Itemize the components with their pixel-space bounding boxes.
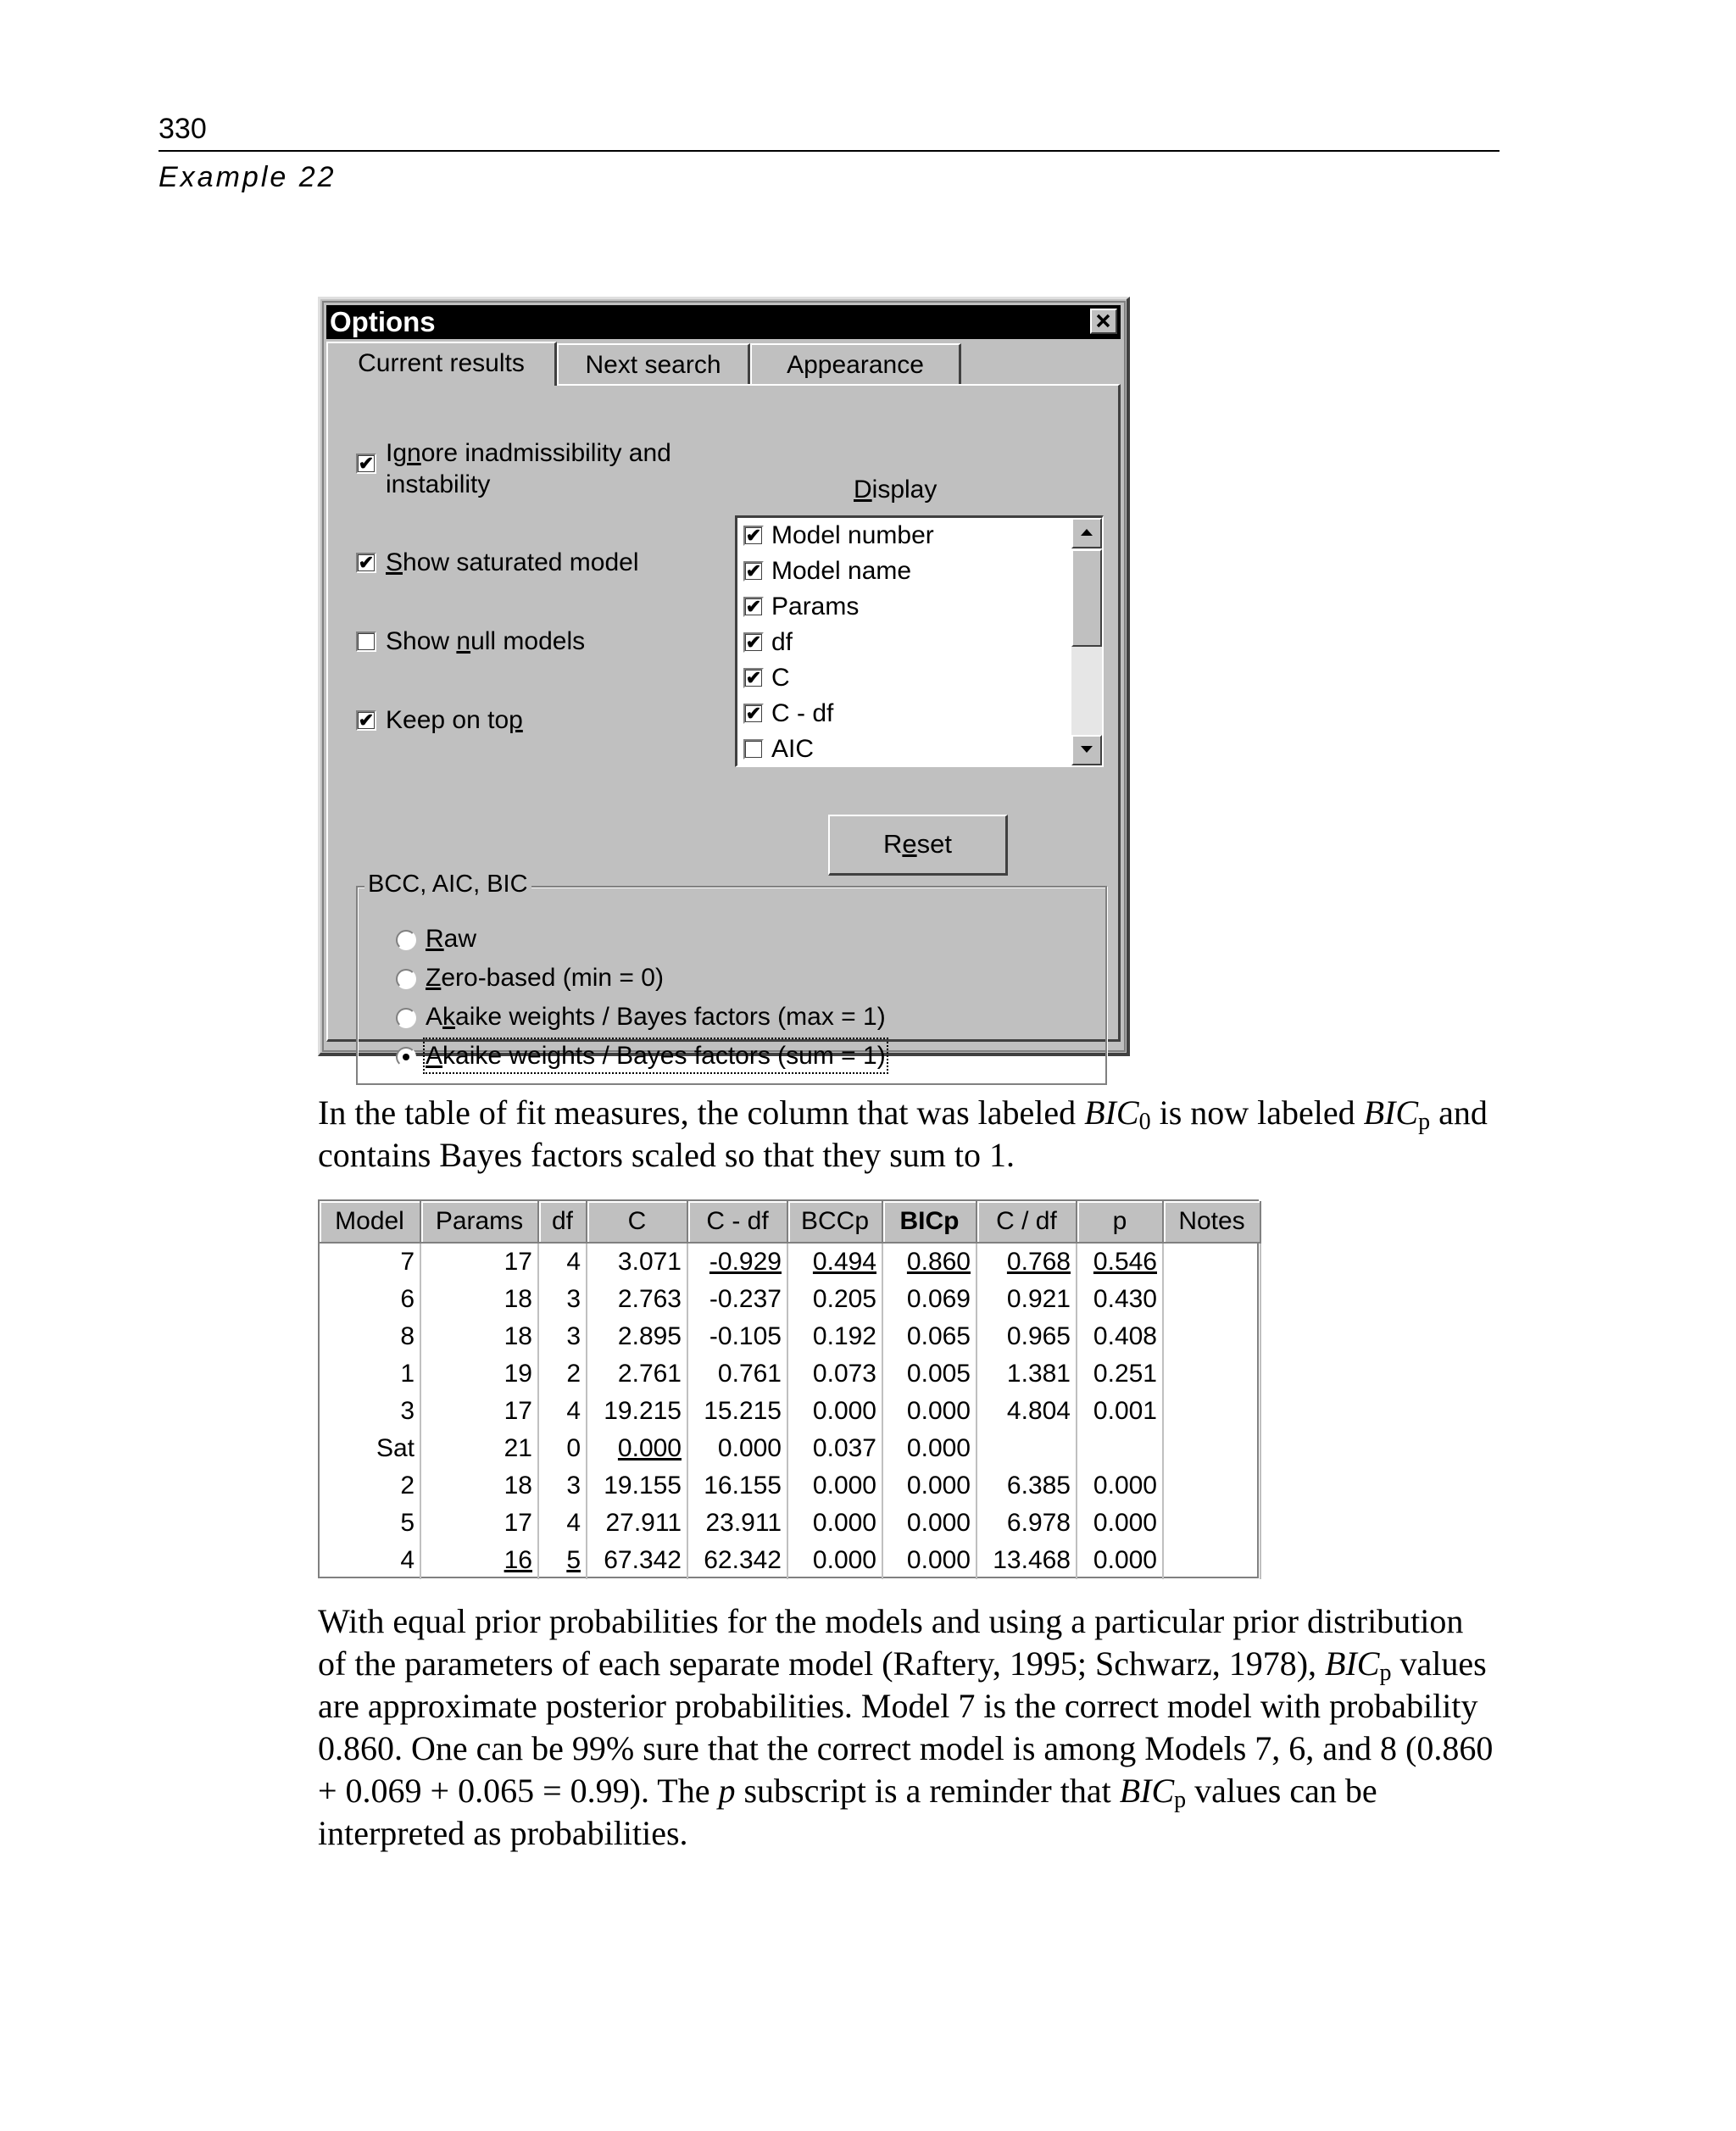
table-cell: 16 bbox=[420, 1542, 538, 1579]
table-cell: 3 bbox=[538, 1467, 587, 1505]
column-header[interactable]: Notes bbox=[1163, 1201, 1260, 1243]
column-header[interactable]: Params bbox=[420, 1201, 538, 1243]
scroll-up-button[interactable] bbox=[1071, 518, 1102, 548]
table-cell: Sat bbox=[320, 1430, 420, 1467]
table-cell: 0.000 bbox=[1077, 1505, 1163, 1542]
table-cell: 0.430 bbox=[1077, 1281, 1163, 1318]
table-cell: 19.155 bbox=[587, 1467, 687, 1505]
table-row[interactable] bbox=[320, 1542, 1260, 1579]
display-label: Display bbox=[854, 476, 938, 504]
table-cell: 0.408 bbox=[1077, 1318, 1163, 1355]
list-item-checkbox[interactable]: ✔ bbox=[743, 526, 764, 546]
table-cell: 3 bbox=[538, 1281, 587, 1318]
table-cell: 8 bbox=[320, 1318, 420, 1355]
table-cell: 6 bbox=[320, 1281, 420, 1318]
page-number: 330 bbox=[159, 113, 207, 145]
table-cell bbox=[976, 1430, 1077, 1467]
table-cell bbox=[1163, 1467, 1260, 1505]
scroll-down-button[interactable] bbox=[1071, 735, 1102, 765]
raw-label: Raw bbox=[426, 925, 477, 953]
table-cell: 7 bbox=[320, 1243, 420, 1281]
list-item-checkbox[interactable]: ✔ bbox=[743, 632, 764, 653]
table-row[interactable] bbox=[320, 1243, 1260, 1281]
keep-on-top-checkbox[interactable]: ✔ bbox=[356, 710, 376, 731]
show-saturated-label: Show saturated model bbox=[386, 548, 639, 576]
table-cell: 19 bbox=[420, 1355, 538, 1393]
table-cell bbox=[1163, 1281, 1260, 1318]
column-header[interactable]: df bbox=[538, 1201, 587, 1243]
table-cell: 0.000 bbox=[882, 1430, 976, 1467]
paragraph-intro: In the table of fit measures, the column that was labeled $BIC_0$ is now labeled $BIC_p$ and contains Bayes factors scaled so that they sum to 1. bbox=[318, 1093, 1488, 1174]
table-cell: 5 bbox=[538, 1542, 587, 1579]
zero-based-radio[interactable] bbox=[396, 969, 416, 989]
table-cell: 5 bbox=[320, 1505, 420, 1542]
list-item-checkbox[interactable]: ✔ bbox=[743, 704, 764, 724]
table-row[interactable] bbox=[320, 1467, 1260, 1505]
column-header[interactable]: BICp bbox=[882, 1201, 976, 1243]
column-header[interactable]: C / df bbox=[976, 1201, 1077, 1243]
table-cell: 0.037 bbox=[787, 1430, 882, 1467]
table-cell: -0.105 bbox=[687, 1318, 787, 1355]
table-cell: 0.000 bbox=[882, 1467, 976, 1505]
table-cell: 0.546 bbox=[1077, 1243, 1163, 1281]
table-cell: 4 bbox=[320, 1542, 420, 1579]
table-cell: 0.921 bbox=[976, 1281, 1077, 1318]
display-columns-list[interactable]: ✔ Model number ✔ Model name ✔ Params ✔ df ✔ C ✔ C - df AIC bbox=[735, 515, 1104, 767]
raw-radio[interactable] bbox=[396, 930, 416, 950]
table-cell: 0.000 bbox=[882, 1542, 976, 1579]
list-scrollbar[interactable] bbox=[1071, 518, 1102, 765]
table-cell: 0.005 bbox=[882, 1355, 976, 1393]
table-cell bbox=[1163, 1393, 1260, 1430]
column-header[interactable]: Model bbox=[320, 1201, 420, 1243]
table-cell: 15.215 bbox=[687, 1393, 787, 1430]
table-cell: 19.215 bbox=[587, 1393, 687, 1430]
table-cell: 0.065 bbox=[882, 1318, 976, 1355]
column-header[interactable]: C bbox=[587, 1201, 687, 1243]
table-cell bbox=[1163, 1318, 1260, 1355]
show-null-models-label: Show null models bbox=[386, 627, 586, 655]
table-cell: 0.205 bbox=[787, 1281, 882, 1318]
scroll-thumb[interactable] bbox=[1071, 549, 1102, 647]
table-cell: 21 bbox=[420, 1430, 538, 1467]
table-cell: 2 bbox=[538, 1355, 587, 1393]
arrow-down-icon bbox=[1074, 737, 1099, 762]
table-cell: 18 bbox=[420, 1318, 538, 1355]
table-cell: 23.911 bbox=[687, 1505, 787, 1542]
list-item-checkbox[interactable]: ✔ bbox=[743, 561, 764, 581]
table-cell: 0.069 bbox=[882, 1281, 976, 1318]
table-cell: 0.001 bbox=[1077, 1393, 1163, 1430]
table-cell: 16.155 bbox=[687, 1467, 787, 1505]
list-item-checkbox[interactable]: ✔ bbox=[743, 597, 764, 617]
tab-next-search[interactable]: Next search bbox=[557, 343, 750, 384]
table-cell: 4 bbox=[538, 1243, 587, 1281]
table-cell bbox=[1077, 1430, 1163, 1467]
table-cell: 18 bbox=[420, 1281, 538, 1318]
table-cell: 2.763 bbox=[587, 1281, 687, 1318]
column-header[interactable]: BCCp bbox=[787, 1201, 882, 1243]
table-cell bbox=[1163, 1355, 1260, 1393]
table-cell bbox=[1163, 1542, 1260, 1579]
akaike-max-radio[interactable] bbox=[396, 1008, 416, 1028]
table-cell: 2 bbox=[320, 1467, 420, 1505]
table-cell: 0.251 bbox=[1077, 1355, 1163, 1393]
fit-measures-table bbox=[318, 1199, 1259, 1578]
table-cell: 0.000 bbox=[787, 1505, 882, 1542]
table-cell: 0.000 bbox=[1077, 1467, 1163, 1505]
table-cell: 3 bbox=[320, 1393, 420, 1430]
close-icon bbox=[1092, 310, 1116, 332]
show-null-models-checkbox[interactable] bbox=[356, 632, 376, 652]
table-cell: 2.895 bbox=[587, 1318, 687, 1355]
table-cell: 0.965 bbox=[976, 1318, 1077, 1355]
table-cell: 0.768 bbox=[976, 1243, 1077, 1281]
table-cell: 1 bbox=[320, 1355, 420, 1393]
ignore-inadmissibility-checkbox[interactable]: ✔ bbox=[356, 453, 376, 474]
table-cell: 0.000 bbox=[787, 1467, 882, 1505]
table-cell: 4 bbox=[538, 1505, 587, 1542]
table-cell: 0.000 bbox=[787, 1393, 882, 1430]
table-cell: 62.342 bbox=[687, 1542, 787, 1579]
table-cell: 0.000 bbox=[787, 1542, 882, 1579]
table-cell: 17 bbox=[420, 1243, 538, 1281]
zero-based-label: Zero-based (min = 0) bbox=[426, 964, 664, 992]
table-cell: 6.385 bbox=[976, 1467, 1077, 1505]
table-cell: 4 bbox=[538, 1393, 587, 1430]
table-cell: 6.978 bbox=[976, 1505, 1077, 1542]
table-cell bbox=[1163, 1505, 1260, 1542]
table-cell: 17 bbox=[420, 1393, 538, 1430]
list-item-checkbox[interactable] bbox=[743, 739, 764, 759]
group-title: BCC, AIC, BIC bbox=[364, 871, 531, 899]
ignore-inadmissibility-label: Ignore inadmissibility and instability bbox=[386, 439, 671, 498]
table-cell: 3 bbox=[538, 1318, 587, 1355]
table-row[interactable] bbox=[320, 1393, 1260, 1430]
table-cell: 0.000 bbox=[882, 1393, 976, 1430]
tab-appearance[interactable]: Appearance bbox=[750, 343, 961, 384]
table-cell: 17 bbox=[420, 1505, 538, 1542]
akaike-max-label: Akaike weights / Bayes factors (max = 1) bbox=[426, 1003, 886, 1031]
table-cell bbox=[1163, 1243, 1260, 1281]
akaike-sum-label: Akaike weights / Bayes factors (sum = 1) bbox=[426, 1042, 886, 1070]
dialog-title: Options bbox=[330, 306, 436, 337]
table-row[interactable] bbox=[320, 1505, 1260, 1542]
reset-button[interactable]: Reset bbox=[828, 815, 1008, 876]
table-row[interactable] bbox=[320, 1318, 1260, 1355]
table-cell: 27.911 bbox=[587, 1505, 687, 1542]
table-cell: 13.468 bbox=[976, 1542, 1077, 1579]
table-row[interactable] bbox=[320, 1355, 1260, 1393]
akaike-sum-radio[interactable] bbox=[396, 1047, 416, 1067]
show-saturated-checkbox[interactable]: ✔ bbox=[356, 553, 376, 573]
paragraph-explanation: With equal prior probabilities for the models and using a particular prior distribution of the parameters of each separate model (Raftery, 1995; Schwarz, 1978), $BIC_p$ values are approximate posterior probabilities. Model 7 is the correct model with probability 0.860. One can be 99% sure that the correct model is among Models 7, 6, and 8 (0.860 + 0.069 + 0.065 = 0.99). The p subscript is a reminder that $BIC_p$ values can be interpreted as probabilities. bbox=[318, 1602, 1494, 1852]
table-cell: 0.000 bbox=[687, 1430, 787, 1467]
table-cell: 0.761 bbox=[687, 1355, 787, 1393]
table-cell: 4.804 bbox=[976, 1393, 1077, 1430]
column-header[interactable]: p bbox=[1077, 1201, 1163, 1243]
table-body bbox=[320, 1243, 1260, 1579]
tab-current-results[interactable]: Current results bbox=[326, 342, 557, 386]
table-cell: 0 bbox=[538, 1430, 587, 1467]
table-cell: 0.192 bbox=[787, 1318, 882, 1355]
column-header[interactable]: C - df bbox=[687, 1201, 787, 1243]
table-cell: 0.000 bbox=[882, 1505, 976, 1542]
keep-on-top-label: Keep on top bbox=[386, 706, 523, 734]
table-cell: 0.860 bbox=[882, 1243, 976, 1281]
table-cell bbox=[1163, 1430, 1260, 1467]
table-row[interactable] bbox=[320, 1281, 1260, 1318]
table-cell: 3.071 bbox=[587, 1243, 687, 1281]
running-head: Example 22 bbox=[159, 161, 337, 193]
arrow-up-icon bbox=[1074, 520, 1099, 545]
header-rule bbox=[159, 150, 1500, 152]
table-cell: 67.342 bbox=[587, 1542, 687, 1579]
dialog-titlebar[interactable] bbox=[326, 305, 1121, 339]
tab-panel bbox=[326, 384, 1121, 1070]
table-cell: 2.761 bbox=[587, 1355, 687, 1393]
table-cell: 0.494 bbox=[787, 1243, 882, 1281]
table-cell: 0.073 bbox=[787, 1355, 882, 1393]
table-cell: -0.929 bbox=[687, 1243, 787, 1281]
options-dialog bbox=[318, 297, 1130, 1070]
close-button[interactable] bbox=[1090, 309, 1117, 334]
table-row[interactable] bbox=[320, 1430, 1260, 1467]
table-cell: 18 bbox=[420, 1467, 538, 1505]
table-cell: 1.381 bbox=[976, 1355, 1077, 1393]
table-cell: 0.000 bbox=[587, 1430, 687, 1467]
table-header-row bbox=[320, 1201, 1260, 1243]
list-item-checkbox[interactable]: ✔ bbox=[743, 668, 764, 688]
table-cell: 0.000 bbox=[1077, 1542, 1163, 1579]
table-cell: -0.237 bbox=[687, 1281, 787, 1318]
